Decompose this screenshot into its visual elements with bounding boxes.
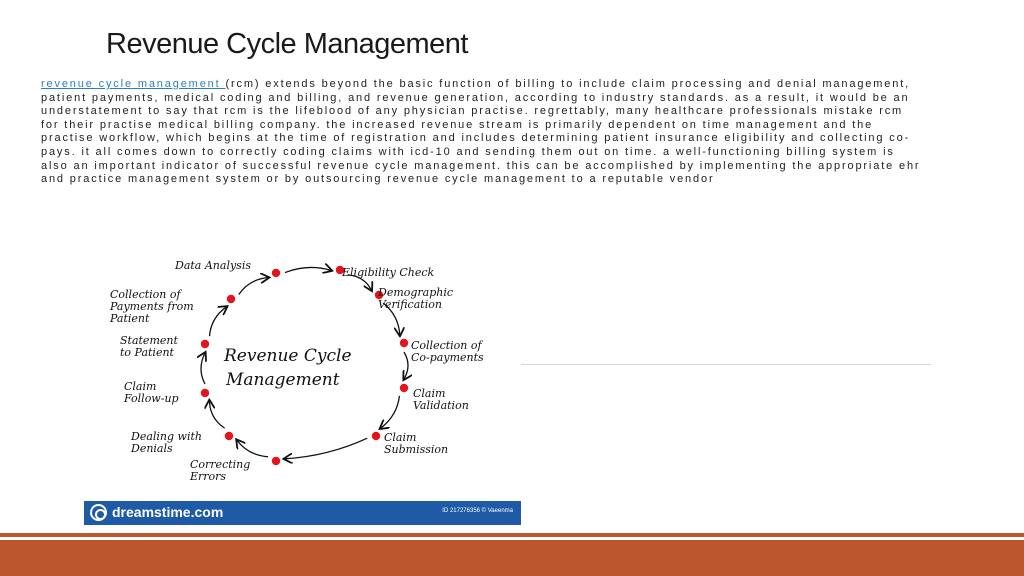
cycle-step-label: Claim	[124, 380, 157, 393]
cycle-svg	[84, 246, 521, 501]
cycle-step-label: to Patient	[120, 346, 174, 359]
cycle-step-label: Submission	[384, 443, 449, 456]
divider-line	[520, 364, 931, 365]
cycle-arrow	[239, 278, 268, 295]
cycle-node-dot	[400, 384, 408, 392]
cycle-node-dot	[201, 389, 209, 397]
footer-bar	[0, 540, 1024, 576]
diagram-center-label-1: Revenue Cycle	[224, 346, 352, 366]
dreamstime-logo-icon	[90, 504, 107, 521]
cycle-step-label: Statement	[120, 334, 178, 347]
cycle-arrow	[201, 353, 205, 384]
cycle-step-label: Demographic	[378, 286, 454, 299]
cycle-step-label: Payments from	[110, 300, 194, 313]
cycle-step-label: Validation	[413, 399, 469, 412]
cycle-step-label: Dealing with	[131, 430, 202, 443]
rcm-cycle-diagram	[84, 246, 521, 525]
diagram-center-label-2: Management	[226, 370, 340, 390]
cycle-step-label: Patient	[110, 312, 150, 325]
cycle-step-label: Denials	[131, 442, 173, 455]
cycle-arrow	[237, 440, 268, 457]
cycle-step-label: Correcting	[190, 458, 251, 471]
body-text: (rcm) extends beyond the basic function of billing to include claim processing and denial management, patient payments, medical coding and billing, and revenue generation, according to industry standards. as a result, it would be an understatement to say that rcm is the lifeblood of any physician practise. regrettably, many healthcare professionals mistake rcm for their practise medical billing company. the increased revenue stream is primarily dependent on time management and the practise workflow, which begins at the time of registration and includes determining patient insurance eligibility and collecting co-pays. it all comes down to correctly coding claims with icd-10 and sending them out on time. a well-functioning billing system is also an important indicator of successful revenue cycle management. this can be accomplished by implementing the appropriate ehr and practice management system or by outsourcing revenue cycle management to a reputable vendor	[41, 78, 921, 186]
cycle-arrow	[381, 396, 400, 428]
cycle-node-dot	[372, 432, 380, 440]
cycle-step-label: Collection of	[411, 339, 482, 352]
cycle-arrow	[210, 307, 227, 336]
slide-title: Revenue Cycle Management	[106, 28, 468, 60]
cycle-step-label: Claim	[384, 431, 417, 444]
cycle-node-dot	[400, 339, 408, 347]
cycle-node-dot	[201, 340, 209, 348]
cycle-arrow	[209, 401, 224, 428]
cycle-step-label: Collection of	[110, 288, 181, 301]
body-paragraph	[41, 78, 921, 187]
rcm-link[interactable]: revenue cycle management	[41, 78, 226, 90]
cycle-node-dot	[227, 295, 235, 303]
cycle-step-label: Data Analysis	[175, 259, 251, 272]
cycle-step-label: Errors	[190, 470, 227, 483]
cycle-arrow	[404, 352, 408, 379]
watermark-id: ID 217276356 © Vaeenma	[442, 508, 513, 514]
cycle-step-label: Co-payments	[411, 351, 484, 364]
watermark-bar	[84, 501, 521, 525]
cycle-arrow	[285, 438, 368, 459]
cycle-node-dot	[272, 457, 280, 465]
cycle-step-label: Eligibility Check	[342, 266, 435, 279]
cycle-node-dot	[272, 269, 280, 277]
cycle-step-label: Claim	[413, 387, 446, 400]
cycle-step-label: Follow-up	[124, 392, 179, 405]
cycle-arrow	[285, 267, 331, 272]
watermark-brand: dreamstime.com	[112, 504, 224, 520]
cycle-step-label: Verification	[378, 298, 442, 311]
cycle-node-dot	[225, 432, 233, 440]
